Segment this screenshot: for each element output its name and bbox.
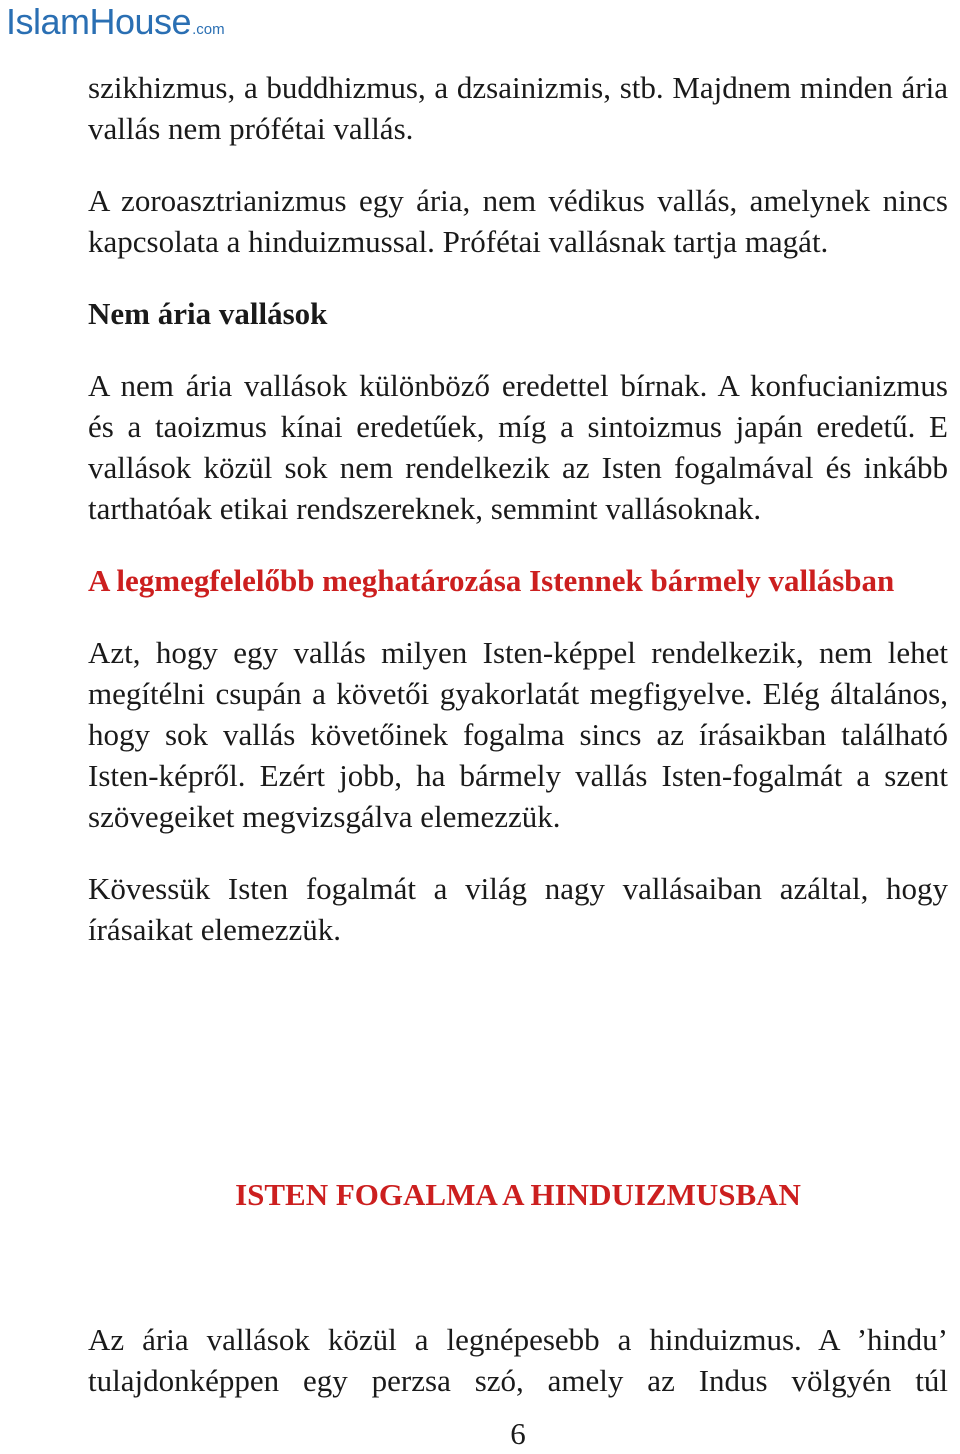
heading-best-definition-of-god: A legmegfelelőbb meghatározása Istennek bármely vallásban	[88, 563, 895, 598]
paragraph-follow-concept: Kövessük Isten fogalmát a világ nagy vallásaiban azáltal, hogy írásaikat elemezzük.	[88, 871, 948, 947]
page-body	[88, 67, 948, 981]
paragraph-non-aryan-religions: A nem ária vallások különböző eredettel bírnak. A konfucianizmus és a taoizmus kínai eredetűek, míg a sintoizmus japán eredetű. E vallások közül sok nem rendelkezik az Isten fogalmával és inkább tarthatóak etikai rendszereknek, semmint vallásoknak.	[88, 368, 948, 526]
paragraph-aryan-religions-end: szikhizmus, a buddhizmus, a dzsainizmis, stb. Majdnem minden ária vallás nem prófétai vallás.	[88, 70, 948, 146]
page-number: 6	[510, 1416, 526, 1451]
paragraph-zoroastrianism: A zoroasztrianizmus egy ária, nem védikus vallás, amelynek nincs kapcsolata a hinduizmussal. Prófétai vallásnak tartja magát.	[88, 183, 948, 259]
logo-suffix: .com	[192, 21, 225, 38]
heading-non-aryan-religions: Nem ária vallások	[88, 296, 328, 331]
paragraph-image-of-god: Azt, hogy egy vallás milyen Isten-képpel rendelkezik, nem lehet megítélni csupán a követői gyakorlatát megfigyelve. Elég általános, hogy sok vallás követőinek fogalma sincs az írásaikban található Isten-képről. Ezért jobb, ha bármely vallás Isten-fogalmát a szent szövegeiket megvizsgálva elemezzük.	[88, 635, 948, 834]
logo-text: IslamHouse	[6, 1, 192, 42]
paragraph-hinduism-intro: Az ária vallások közül a legnépesebb a hinduizmus. A ’hindu’ tulajdonképpen egy perzsa szó, amely az Indus völgyén túl	[88, 1322, 948, 1398]
islamhouse-logo	[6, 2, 225, 42]
chapter-title: ISTEN FOGALMA A HINDUIZMUSBAN	[235, 1177, 801, 1212]
